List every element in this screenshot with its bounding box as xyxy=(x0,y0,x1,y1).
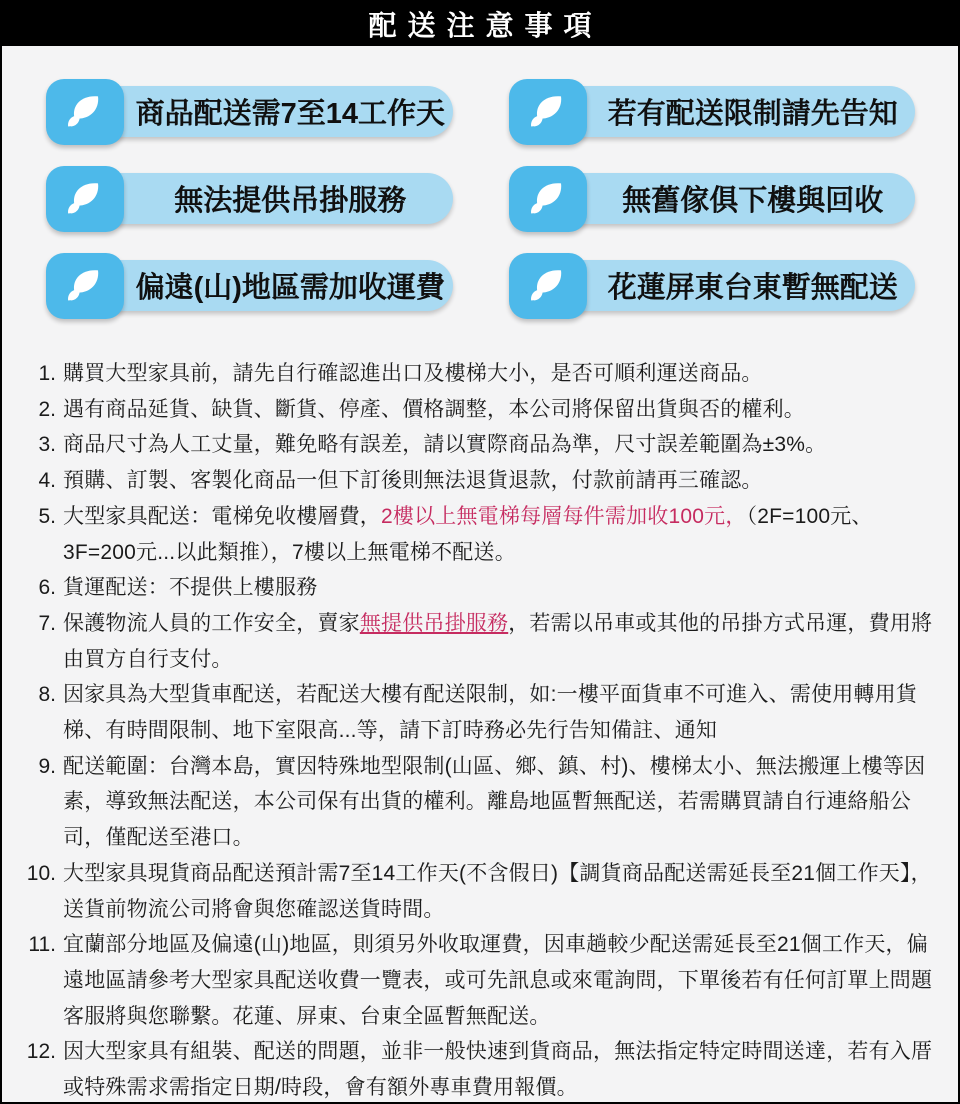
badge-pill xyxy=(547,86,916,137)
badge-delivery-time xyxy=(46,79,453,145)
leaf-icon xyxy=(509,79,587,145)
note-number: 1. xyxy=(38,362,56,385)
note-number: 11. xyxy=(28,933,56,957)
note-number: 5. xyxy=(38,504,56,528)
note-item xyxy=(24,392,934,428)
note-text xyxy=(63,427,934,463)
note-segment-highlight: 2樓以上無電梯每層每件需加收100元， xyxy=(381,504,747,528)
note-item xyxy=(24,427,934,463)
notes-list xyxy=(2,347,958,1104)
note-item xyxy=(24,749,934,856)
note-segment: 貨運配送：不提供上樓服務 xyxy=(63,576,318,600)
note-segment: 購買大型家具前，請先自行確認進出口及樓梯大小，是否可順利運送商品。 xyxy=(63,362,763,385)
badge-restriction-notice xyxy=(509,79,916,145)
note-item xyxy=(24,856,934,927)
note-segment: 保護物流人員的工作安全，賣家 xyxy=(63,611,360,635)
note-text xyxy=(63,856,934,927)
badge-pill xyxy=(84,86,453,137)
note-item xyxy=(24,606,934,677)
note-text xyxy=(63,356,934,392)
badge-label: 無舊傢俱下樓與回收 xyxy=(622,185,884,217)
note-text xyxy=(63,749,934,856)
note-text xyxy=(63,463,934,499)
note-number: 4. xyxy=(38,469,56,493)
leaf-icon xyxy=(46,253,124,319)
badge-pill xyxy=(84,260,453,311)
note-segment: 商品尺寸為人工丈量，難免略有誤差，請以實際商品為準，尺寸誤差範圍為±3%。 xyxy=(63,433,827,457)
note-number: 3. xyxy=(38,433,56,457)
note-segment: ，若需以吊車或其他的吊掛方式吊運，費用將由買方自行支付。 xyxy=(63,611,933,671)
note-segment: 遇有商品延貨、缺貨、斷貨、停產、價格調整，本公司將保留出貨與否的權利。 xyxy=(63,397,805,421)
badge-label: 花蓮屏東台東暫無配送 xyxy=(607,272,898,304)
note-segment: 宜蘭部分地區及偏遠(山)地區，則須另外收取運費，因車趟較少配送需延長至21個工作天，偏遠地區請參考大型家具配送收費一覽表，或可先訊息或來電詢問，下單後若有任何訂單上問題客服將與您聯繫。花蓮、屏東、台東全區暫無配送。 xyxy=(63,933,933,1028)
badge-no-old-furniture xyxy=(509,166,916,232)
badge-remote-fee xyxy=(46,253,453,319)
badge-pill xyxy=(84,173,453,224)
note-text xyxy=(63,606,934,677)
note-number: 2. xyxy=(38,397,56,421)
leaf-icon xyxy=(46,79,124,145)
note-item xyxy=(24,677,934,748)
note-segment: 因大型家具有組裝、配送的問題，並非一般快速到貨商品，無法指定特定時間送達，若有入厝或特殊需求需指定日期/時段，會有額外專車費用報價。 xyxy=(63,1040,933,1100)
badge-pill xyxy=(547,173,916,224)
note-segment: 大型家具現貨商品配送預計需7至14工作天(不含假日)【調貨商品配送需延長至21個工作天】，送貨前物流公司將會與您確認送貨時間。 xyxy=(63,861,932,921)
page-title: 配送注意事項 xyxy=(368,10,603,41)
note-number: 10. xyxy=(26,861,56,885)
note-item xyxy=(24,463,934,499)
note-item xyxy=(24,356,934,392)
leaf-icon xyxy=(509,166,587,232)
note-text xyxy=(63,1034,934,1104)
note-number: 7. xyxy=(38,611,56,635)
badge-label: 若有配送限制請先告知 xyxy=(607,98,898,130)
note-item xyxy=(24,927,934,1034)
note-text xyxy=(63,570,934,606)
note-text xyxy=(63,677,934,748)
note-item xyxy=(24,499,934,570)
note-number: 9. xyxy=(38,754,56,778)
note-item xyxy=(24,570,934,606)
note-text xyxy=(63,927,934,1034)
badge-label: 商品配送需7至14工作天 xyxy=(135,98,445,130)
note-segment: 預購、訂製、客製化商品一但下訂後則無法退貨退款，付款前請再三確認。 xyxy=(63,469,763,493)
badge-pill xyxy=(547,260,916,311)
header-bar xyxy=(2,2,958,46)
badge-label: 偏遠(山)地區需加收運費 xyxy=(135,272,445,304)
badge-no-hoisting xyxy=(46,166,453,232)
note-segment: （2F=100元、3F=200元...以此類推），7樓以上無電梯不配送。 xyxy=(63,504,873,564)
note-item xyxy=(24,1034,934,1104)
note-number: 8. xyxy=(38,683,56,707)
note-segment: 配送範圍：台灣本島，實因特殊地型限制(山區、鄉、鎮、村)、樓梯太小、無法搬運上樓等因素，導致無法配送，本公司保有出貨的權利。離島地區暫無配送，若需購買請自行連絡船公司，僅配送至港口。 xyxy=(63,754,926,850)
badge-label: 無法提供吊掛服務 xyxy=(174,185,407,217)
note-number: 6. xyxy=(38,576,56,600)
badges-grid xyxy=(2,46,958,347)
leaf-icon xyxy=(509,253,587,319)
note-segment: 因家具為大型貨車配送，若配送大樓有配送限制，如:一樓平面貨車不可進入、需使用轉用貨梯、有時間限制、地下室限高...等，請下訂時務必先行告知備註、通知 xyxy=(63,683,918,743)
leaf-icon xyxy=(46,166,124,232)
note-segment-highlight: 無提供吊掛服務 xyxy=(359,611,509,635)
note-segment: 大型家具配送：電梯免收樓層費， xyxy=(63,504,381,528)
badge-no-delivery-areas xyxy=(509,253,916,319)
note-number: 12. xyxy=(26,1040,56,1064)
note-text xyxy=(63,499,934,570)
note-text xyxy=(63,392,934,428)
